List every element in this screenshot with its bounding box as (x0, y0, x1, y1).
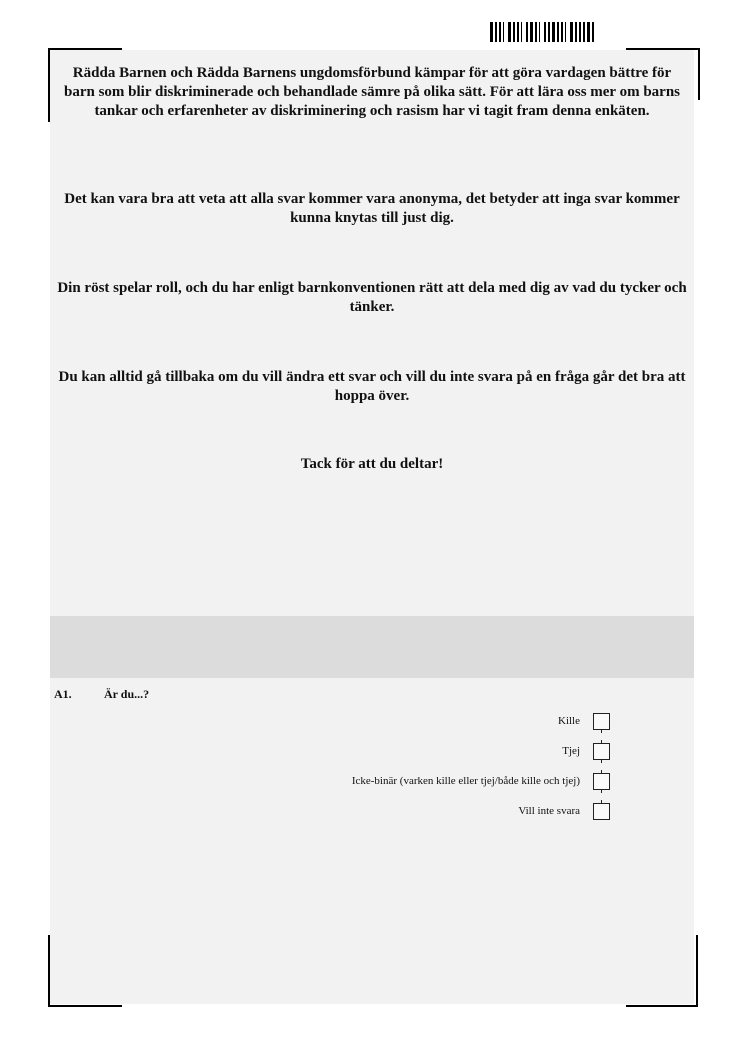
question-number: A1. (54, 687, 72, 701)
checkbox-vill-inte-svara[interactable] (593, 803, 610, 820)
survey-page (50, 50, 694, 1004)
answer-options (352, 706, 610, 826)
checkbox-tjej[interactable] (593, 743, 610, 760)
intro-paragraph-1: Rädda Barnen och Rädda Barnens ungdomsförbund kämpar för att göra vardagen bättre för barn som blir diskriminerade och behandlade sämre på olika sätt. För att lära oss mer om barns tankar och erfarenheter av diskriminering och rasism har vi tagit fram denna enkäten. (64, 65, 680, 119)
thank-you-text: Tack för att du deltar! (300, 456, 444, 472)
barcode (490, 22, 665, 42)
option-label: Tjej (562, 745, 580, 757)
option-kille[interactable] (352, 706, 610, 736)
barcode-gap (594, 22, 596, 42)
question-text: Är du...? (104, 687, 150, 701)
intro-text (50, 64, 694, 474)
intro-paragraph-4: Du kan alltid gå tillbaka om du vill ändra ett svar och vill du inte svara på en fråga går det bra att hoppa över. (58, 369, 686, 404)
option-icke-binar[interactable] (352, 766, 610, 796)
option-label: Icke-binär (varken kille eller tjej/både kille och tjej) (351, 775, 580, 787)
option-tjej[interactable] (352, 736, 610, 766)
checkbox-kille[interactable] (593, 713, 610, 730)
checkbox-icke-binar[interactable] (593, 773, 610, 790)
section-divider (50, 616, 694, 678)
option-label: Kille (558, 715, 580, 727)
question-a1 (54, 687, 149, 702)
intro-paragraph-2: Det kan vara bra att veta att alla svar kommer vara anonyma, det betyder att inga svar kommer kunna knytas till just dig. (64, 191, 680, 226)
option-vill-inte-svara[interactable] (352, 796, 610, 826)
intro-paragraph-3: Din röst spelar roll, och du har enligt barnkonventionen rätt att dela med dig av vad du tycker och tänker. (57, 280, 687, 315)
option-label: Vill inte svara (518, 805, 580, 817)
